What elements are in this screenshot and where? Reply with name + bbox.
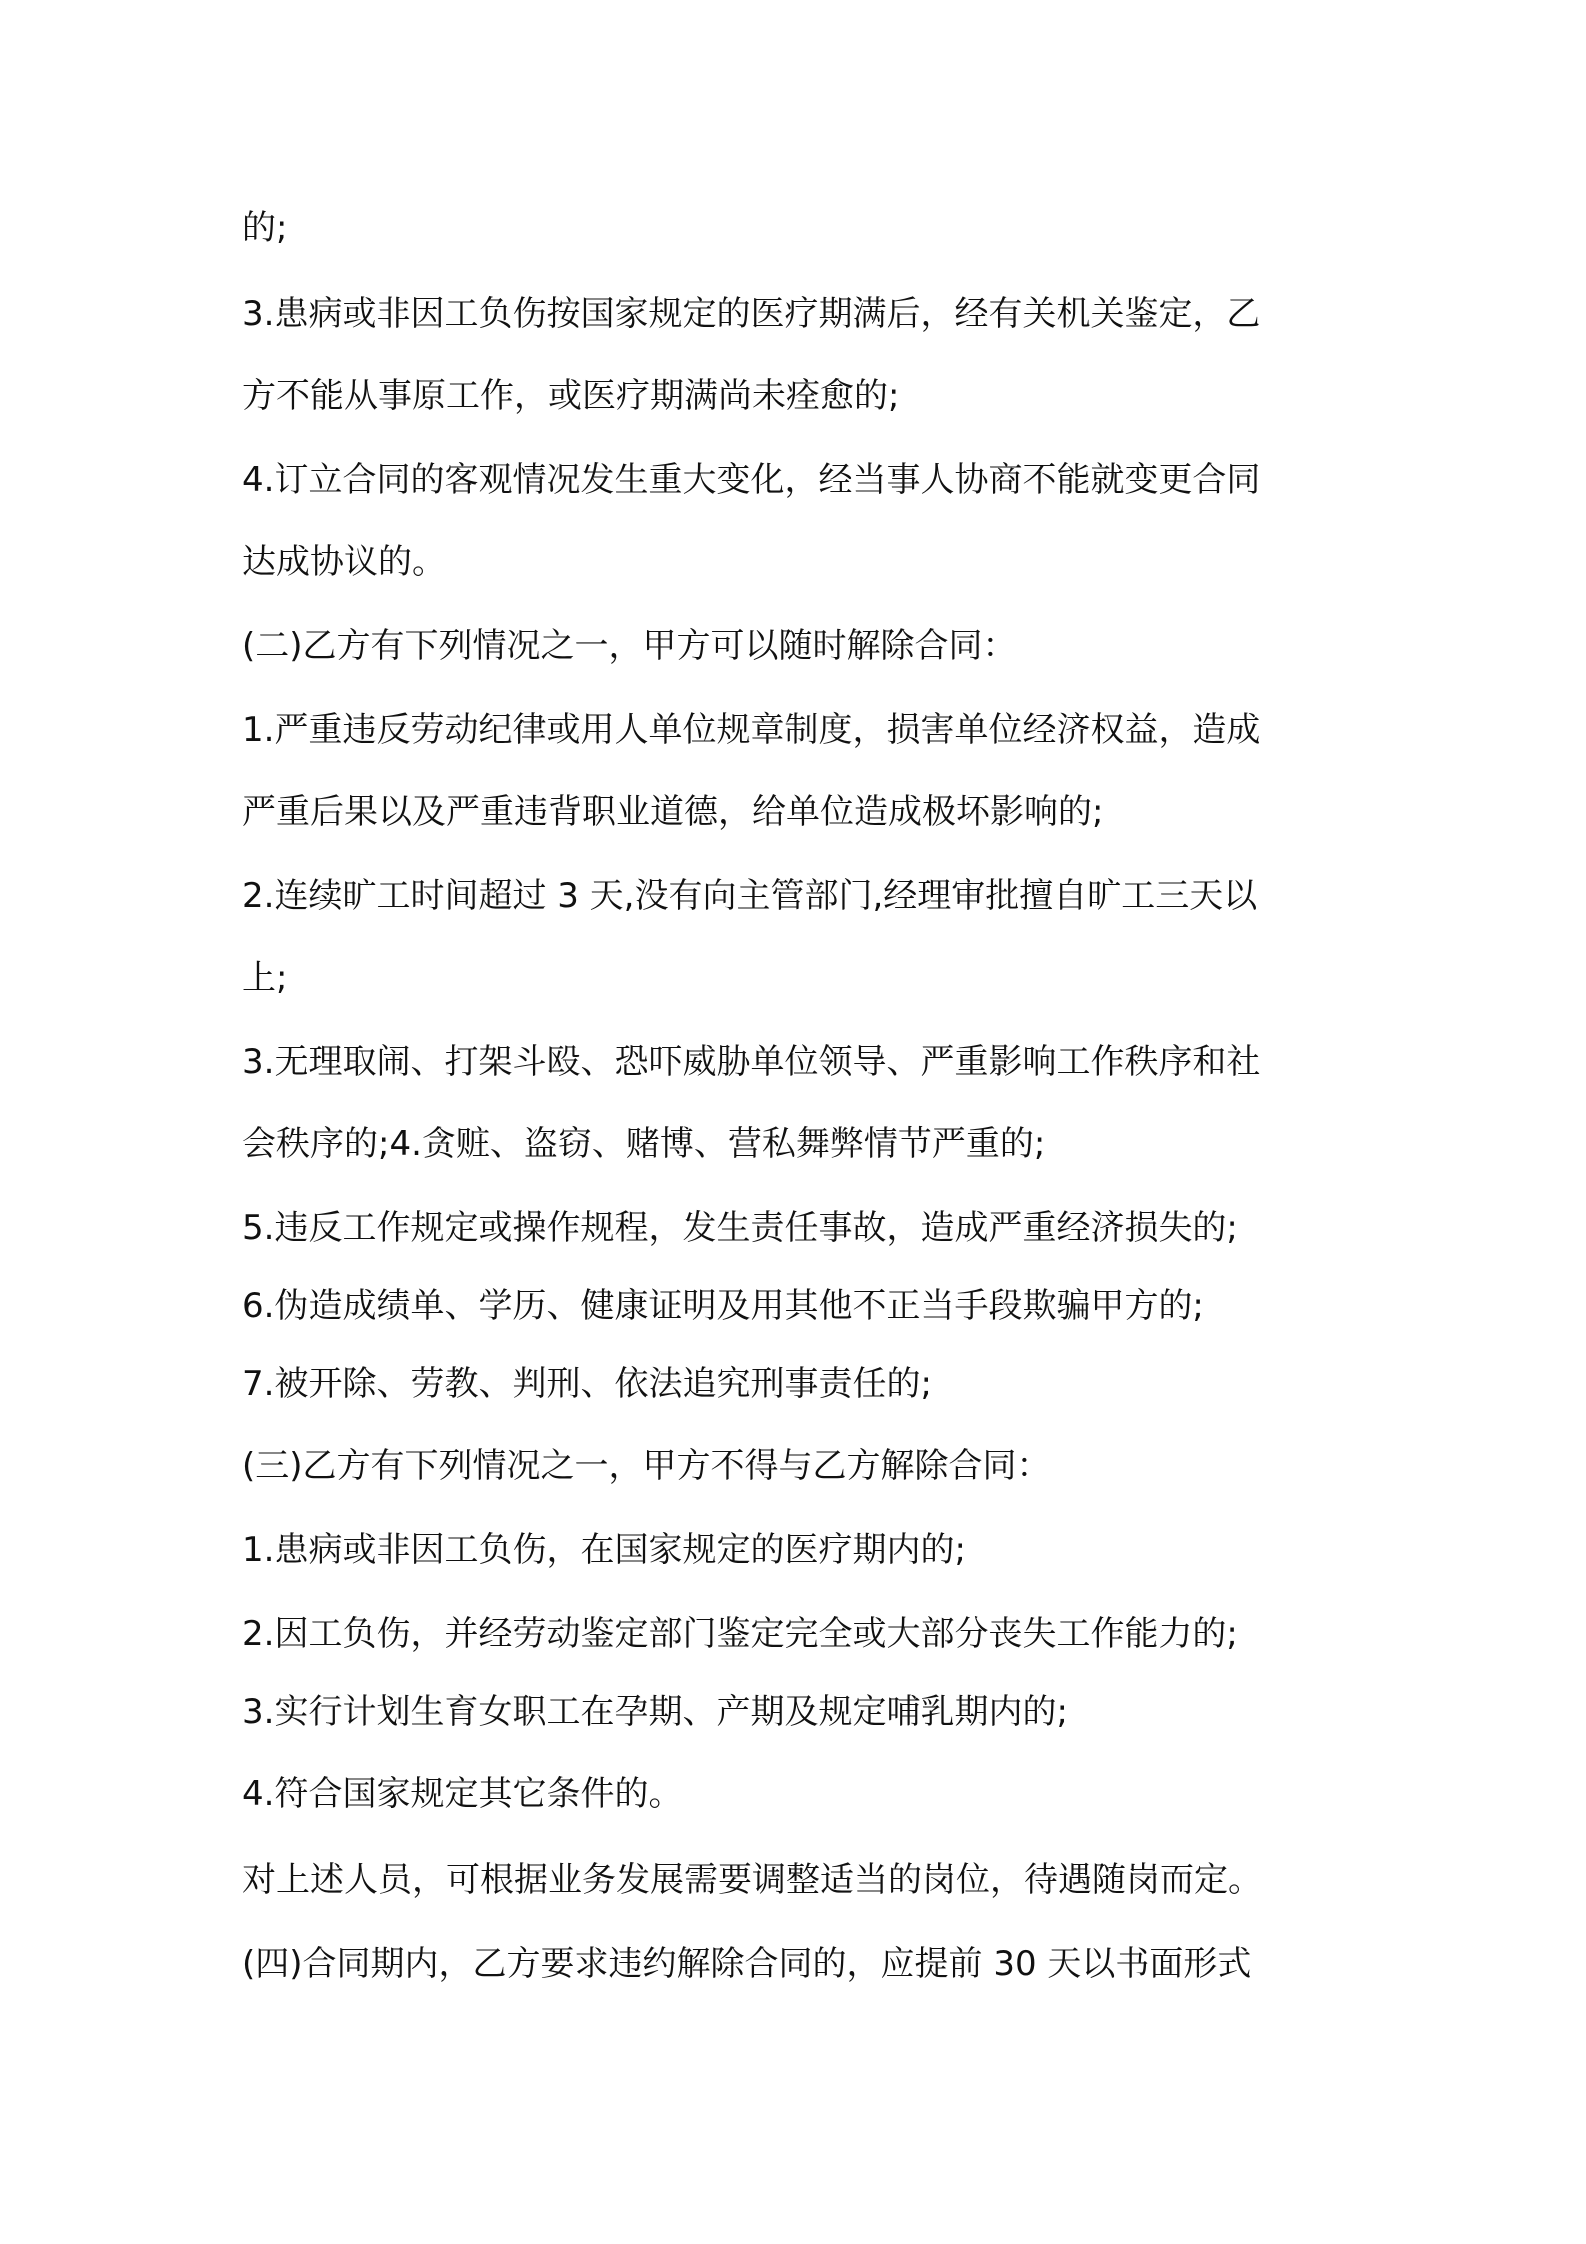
text-line: 5.违反工作规定或操作规程，发生责任事故，造成严重经济损失的; [242, 1208, 1238, 1248]
text-line: 达成协议的。 [242, 542, 446, 582]
text-line: 2.因工负伤，并经劳动鉴定部门鉴定完全或大部分丧失工作能力的; [242, 1614, 1238, 1654]
text-line: 3.患病或非因工负伤按国家规定的医疗期满后，经有关机关鉴定，乙 [242, 294, 1261, 334]
text-line: 对上述人员，可根据业务发展需要调整适当的岗位，待遇随岗而定。 [242, 1860, 1262, 1900]
text-line: 1.严重违反劳动纪律或用人单位规章制度，损害单位经济权益，造成 [242, 710, 1261, 750]
text-line: (三)乙方有下列情况之一，甲方不得与乙方解除合同： [242, 1446, 1051, 1486]
text-line: 3.实行计划生育女职工在孕期、产期及规定哺乳期内的; [242, 1692, 1068, 1732]
text-line: 上; [242, 958, 288, 998]
text-line: (四)合同期内，乙方要求违约解除合同的，应提前 30 天以书面形式 [242, 1944, 1252, 1984]
text-line: 6.伪造成绩单、学历、健康证明及用其他不正当手段欺骗甲方的; [242, 1286, 1204, 1326]
text-line: 3.无理取闹、打架斗殴、恐吓威胁单位领导、严重影响工作秩序和社 [242, 1042, 1261, 1082]
text-line: 1.患病或非因工负伤，在国家规定的医疗期内的; [242, 1530, 966, 1570]
text-line: (二)乙方有下列情况之一，甲方可以随时解除合同： [242, 626, 1017, 666]
text-line: 方不能从事原工作，或医疗期满尚未痊愈的; [242, 376, 900, 416]
text-line: 4.订立合同的客观情况发生重大变化，经当事人协商不能就变更合同 [242, 460, 1261, 500]
text-line: 4.符合国家规定其它条件的。 [242, 1774, 683, 1814]
text-line: 7.被开除、劳教、判刑、依法追究刑事责任的; [242, 1364, 932, 1404]
text-line: 2.连续旷工时间超过 3 天,没有向主管部门,经理审批擅自旷工三天以 [242, 876, 1258, 916]
text-line: 的; [242, 208, 288, 248]
text-line: 会秩序的;4.贪赃、盗窃、赌博、营私舞弊情节严重的; [242, 1124, 1046, 1164]
text-line: 严重后果以及严重违背职业道德，给单位造成极坏影响的; [242, 792, 1104, 832]
